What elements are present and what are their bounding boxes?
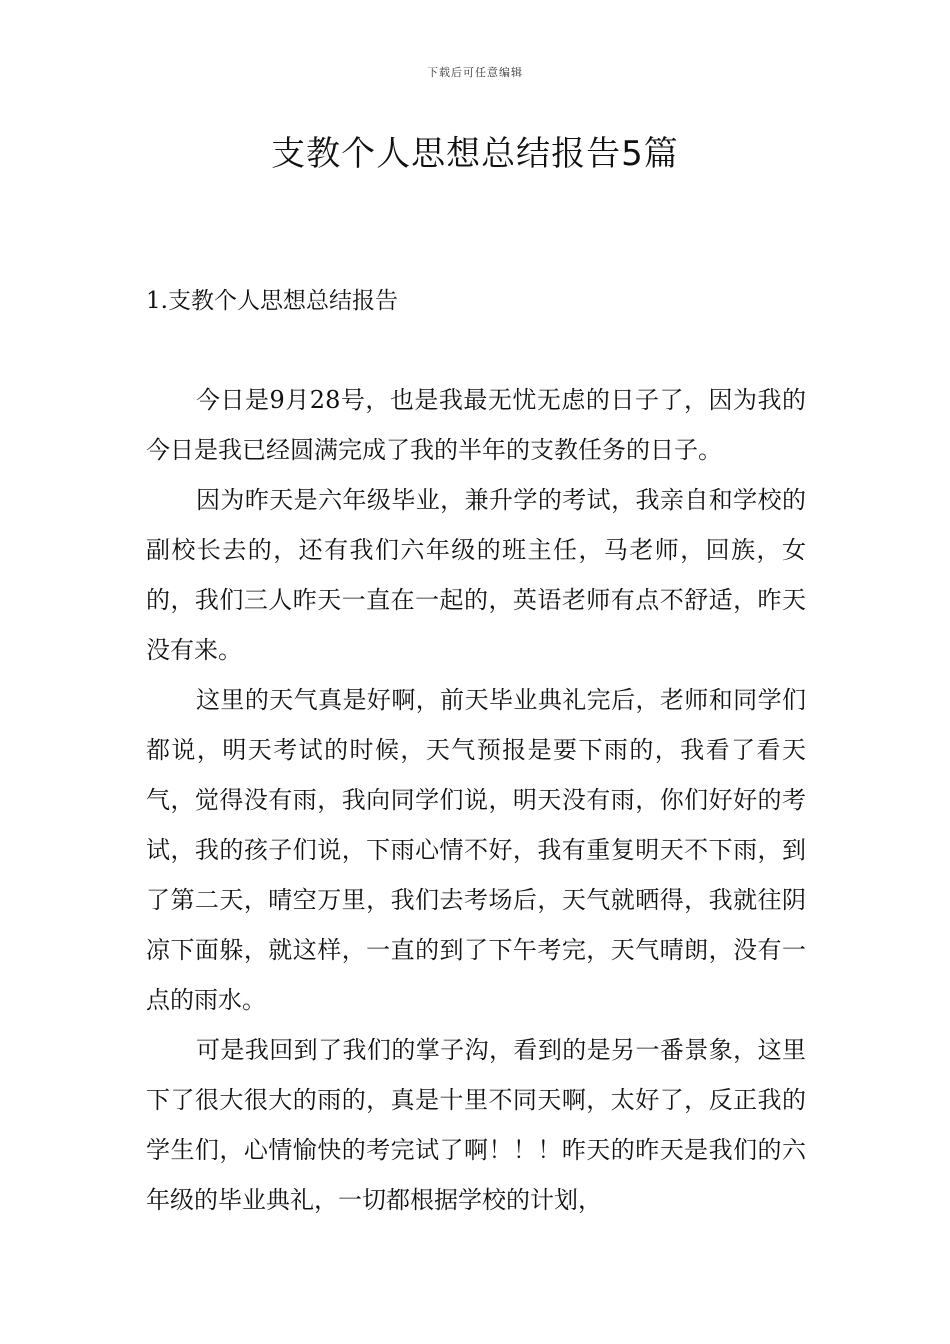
- paragraph: 可是我回到了我们的掌子沟，看到的是另一番景象，这里下了很大很大的雨的，真是十里不同天啊，太好了，反正我的学生们，心情愉快的考完试了啊！！！昨天的昨天是我们的六年级的毕业典礼，一切都根据学校的计划，: [146, 1036, 806, 1214]
- section-heading: 1.支教个人思想总结报告: [146, 288, 398, 314]
- page-header-note: 下载后可任意编辑: [427, 66, 523, 79]
- document-body: [146, 375, 806, 1225]
- paragraph: 因为昨天是六年级毕业，兼升学的考试，我亲自和学校的副校长去的，还有我们六年级的班主任，马老师，回族，女的，我们三人昨天一直在一起的，英语老师有点不舒适，昨天没有来。: [146, 486, 806, 664]
- document-title: 支教个人思想总结报告5篇: [271, 134, 679, 174]
- paragraph: 今日是9月28号，也是我最无忧无虑的日子了，因为我的今日是我已经圆满完成了我的半年的支教任务的日子。: [146, 386, 806, 464]
- paragraph: 这里的天气真是好啊，前天毕业典礼完后，老师和同学们都说，明天考试的时候，天气预报是要下雨的，我看了看天气，觉得没有雨，我向同学们说，明天没有雨，你们好好的考试，我的孩子们说，下雨心情不好，我有重复明天不下雨，到了第二天，晴空万里，我们去考场后，天气就晒得，我就往阴凉下面躲，就这样，一直的到了下午考完，天气晴朗，没有一点的雨水。: [146, 686, 806, 1014]
